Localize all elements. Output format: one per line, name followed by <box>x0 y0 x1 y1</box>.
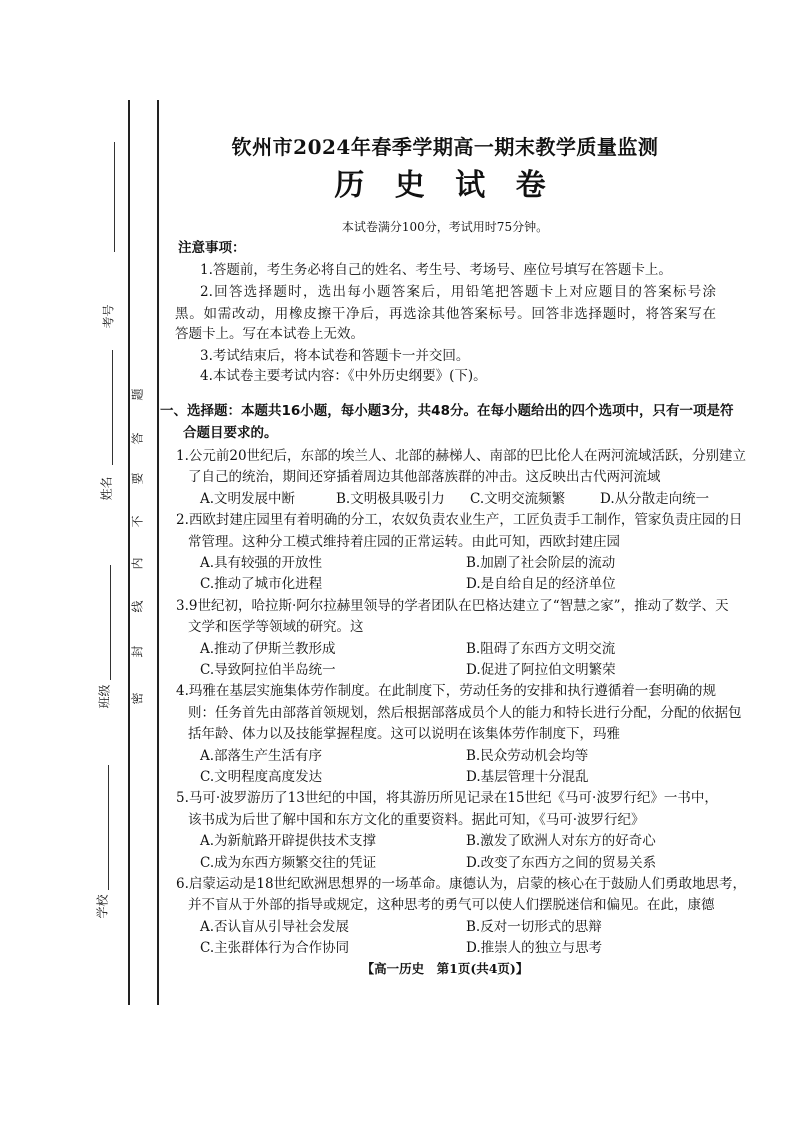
question-2-option: D.是自给自足的经济单位 <box>466 576 616 593</box>
question-6-option: D.推崇人的独立与思考 <box>466 940 603 957</box>
question-1-option: C.文明交流频繁 <box>470 490 566 507</box>
question-1-option: B.文明极具吸引力 <box>336 490 445 507</box>
question-3-option: D.促进了阿拉伯文明繁荣 <box>466 662 616 678</box>
question-4-option: C.文明程度高度发达 <box>200 769 323 785</box>
question-1-stem: 了自己的统治，期间还穿插着周边其他部落族群的冲击。这反映出古代两河流域 <box>188 469 661 486</box>
notice-item: 1.答题前，考生务必将自己的姓名、考生号、考场号、座位号填写在答题卡上。 <box>200 262 672 278</box>
question-2-stem: 常管理。这种分工模式维持着庄园的正常运转。由此可知，西欧封建庄园 <box>188 533 620 550</box>
question-4-option: D.基层管理十分混乱 <box>466 769 589 785</box>
seal-line-char: 线 <box>130 600 145 613</box>
seal-line-char: 题 <box>130 388 145 401</box>
question-3-stem: 3.9世纪初，哈拉斯·阿尔拉赫里领导的学者团队在巴格达建立了“智慧之家”，推动了数学、天 <box>176 597 729 614</box>
question-1-stem: 1.公元前20世纪后，东部的埃兰人、北部的赫梯人、南部的巴比伦人在两河流域活跃，分别建立 <box>176 448 747 464</box>
question-4-stem: 则：任务首先由部落首领规划，然后根据部落成员个人的能力和特长进行分配，分配的依据包 <box>188 704 742 721</box>
seal-line-char: 封 <box>130 645 145 658</box>
seal-line-char: 内 <box>130 557 145 570</box>
question-6-option: A.否认盲从引导社会发展 <box>200 918 350 935</box>
binding-line-inner <box>157 100 159 1005</box>
subject-title: 历 史 试 卷 <box>334 168 556 203</box>
field-label-banji: 班级 <box>97 684 112 709</box>
question-4-option: B.民众劳动机会均等 <box>466 747 589 764</box>
question-6-option: C.主张群体行为合作协同 <box>200 940 350 957</box>
field-underline-xingming <box>112 350 113 465</box>
question-3-option: B.阻碍了东西方文明交流 <box>466 640 616 657</box>
question-5-stem: 5.马可·波罗游历了13世纪的中国，将其游历所见记录在15世纪《马可·波罗行纪》一书中， <box>176 790 718 807</box>
question-5-option: B.激发了欧洲人对东方的好奇心 <box>466 833 656 850</box>
field-label-xuexiao: 学校 <box>95 894 110 919</box>
seal-line-char: 密 <box>130 692 145 705</box>
notice-item: 黑。如需改动，用橡皮擦干净后，再选涂其他答案标号。回答非选择题时，将答案写在 <box>175 306 716 322</box>
question-1-option: D.从分散走向统一 <box>600 490 710 507</box>
notice-item: 2.回答选择题时，选出每小题答案后，用铅笔把答题卡上对应题目的答案标号涂 <box>200 284 716 300</box>
question-5-option: A.为新航路开辟提供技术支撑 <box>200 833 377 850</box>
question-3-stem: 文学和医学等领域的研究。这 <box>188 619 364 636</box>
question-1-option: A.文明发展中断 <box>200 490 296 507</box>
seal-line-char: 要 <box>130 472 145 485</box>
question-2-stem: 2.西欧封建庄园里有着明确的分工，农奴负责农业生产，工匠负责手工制作，管家负责庄园的日 <box>176 512 743 529</box>
question-5-option: D.改变了东西方之间的贸易关系 <box>466 854 657 871</box>
notice-item: 答题卡上。写在本试卷上无效。 <box>175 326 364 342</box>
question-3-option: A.推动了伊斯兰教形成 <box>200 640 336 657</box>
exam-info: 本试卷满分100分，考试用时75分钟。 <box>341 220 549 234</box>
question-4-option: A.部落生产生活有序 <box>200 747 323 764</box>
question-6-stem: 并不盲从于外部的指导或规定，这种思考的勇气可以使人们摆脱迷信和偏见。在此，康德 <box>188 897 715 914</box>
field-underline-banji <box>110 565 111 680</box>
notice-item: 3.考试结束后，将本试卷和答题卡一并交回。 <box>200 348 470 364</box>
question-6-option: B.反对一切形式的思辩 <box>466 918 602 935</box>
page-footer: 【高一历史 第1页(共4页)】 <box>361 961 529 976</box>
question-5-option: C.成为东西方频繁交往的凭证 <box>200 854 377 871</box>
binding-line-outer <box>128 100 130 1005</box>
question-4-stem: 4.玛雅在基层实施集体劳作制度。在此制度下，劳动任务的安排和执行遵循着一套明确的规 <box>176 683 716 700</box>
notice-item: 4.本试卷主要考试内容：《中外历史纲要》(下)。 <box>200 368 487 384</box>
question-6-stem: 6.启蒙运动是18世纪欧洲思想界的一场革命。康德认为，启蒙的核心在于鼓励人们勇敢地思考， <box>176 876 747 892</box>
exam-title: 钦州市2024年春季学期高一期末教学质量监测 <box>231 135 659 159</box>
notice-heading: 注意事项： <box>178 240 246 256</box>
question-2-option: A.具有较强的开放性 <box>200 555 323 571</box>
section-heading: 一、选择题：本题共16小题，每小题3分，共48分。在每小题给出的四个选项中，只有一项是符 <box>160 403 734 419</box>
question-4-stem: 括年龄、体力以及技能掌握程度。这可以说明在该集体劳作制度下，玛雅 <box>188 726 620 743</box>
section-heading-cont: 合题目要求的。 <box>183 425 278 441</box>
seal-line-char: 答 <box>130 432 145 445</box>
field-label-xingming: 姓名 <box>99 476 114 501</box>
seal-line-char: 不 <box>130 515 145 528</box>
field-label-kaohao: 考号 <box>101 304 116 329</box>
question-2-option: C.推动了城市化进程 <box>200 576 323 593</box>
field-underline-xuexiao <box>108 765 109 890</box>
question-3-option: C.导致阿拉伯半岛统一 <box>200 662 336 678</box>
question-2-option: B.加剧了社会阶层的流动 <box>466 555 616 571</box>
question-5-stem: 该书成为后世了解中国和东方文化的重要资料。据此可知，《马可·波罗行纪》 <box>188 811 645 828</box>
